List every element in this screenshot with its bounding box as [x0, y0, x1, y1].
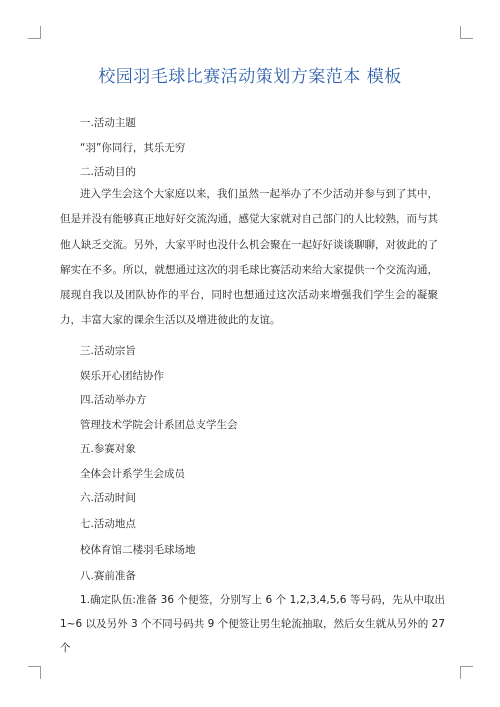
section-heading-preparation: 八.赛前准备	[80, 570, 136, 582]
section-heading-time: 六.活动时间	[80, 492, 136, 504]
crop-mark-bottom-right	[460, 666, 473, 679]
section-heading-theme: 一.活动主题	[80, 117, 136, 129]
section-content-theme: “羽”你同行，其乐无穷	[80, 142, 186, 154]
section-heading-participants: 五.参赛对象	[80, 443, 136, 455]
document-title: 校园羽毛球比赛活动策划方案范本 模板	[98, 67, 402, 87]
section-heading-location: 七.活动地点	[80, 518, 136, 530]
crop-mark-top-right	[460, 26, 473, 39]
crop-mark-top-left	[28, 26, 41, 39]
section-heading-purpose: 二.活动目的	[80, 166, 136, 178]
crop-mark-bottom-left	[28, 666, 41, 679]
section-content-location: 校体育馆二楼羽毛球场地	[80, 544, 196, 556]
section-content-tenet: 娱乐开心团结协作	[80, 370, 164, 382]
section-heading-tenet: 三.活动宗旨	[80, 345, 136, 357]
section-content-participants: 全体会计系学生会成员	[80, 468, 185, 480]
section-heading-organizer: 四.活动举办方	[80, 394, 147, 406]
section-content-preparation: 1.确定队伍:准备 36 个便签，分别写上 6 个 1,2,3,4,5,6 等号码，先从中取出 1~6 以及另外 3 个不同号码共 9 个便签让男生轮流抽取，然后女生就从另外的 27 个	[60, 594, 445, 654]
section-content-purpose: 进入学生会这个大家庭以来，我们虽然一起举办了不少活动并参与到了其中，但是并没有能够真正地好好交流沟通，感觉大家就对自己部门的人比较熟，而与其他人缺乏交流。另外，大家平时也没什么机会聚在一起好好谈谈聊聊，对彼此的了解实在不多。所以，就想通过这次的羽毛球比赛活动来给大家提供一个交流沟通，展现自我以及团队协作的平台，同时也想通过这次活动来增强我们学生会的凝聚力，丰富大家的课余生活以及增进彼此的友谊。	[60, 188, 438, 327]
section-content-organizer: 管理技术学院会计系团总支学生会	[80, 419, 238, 431]
